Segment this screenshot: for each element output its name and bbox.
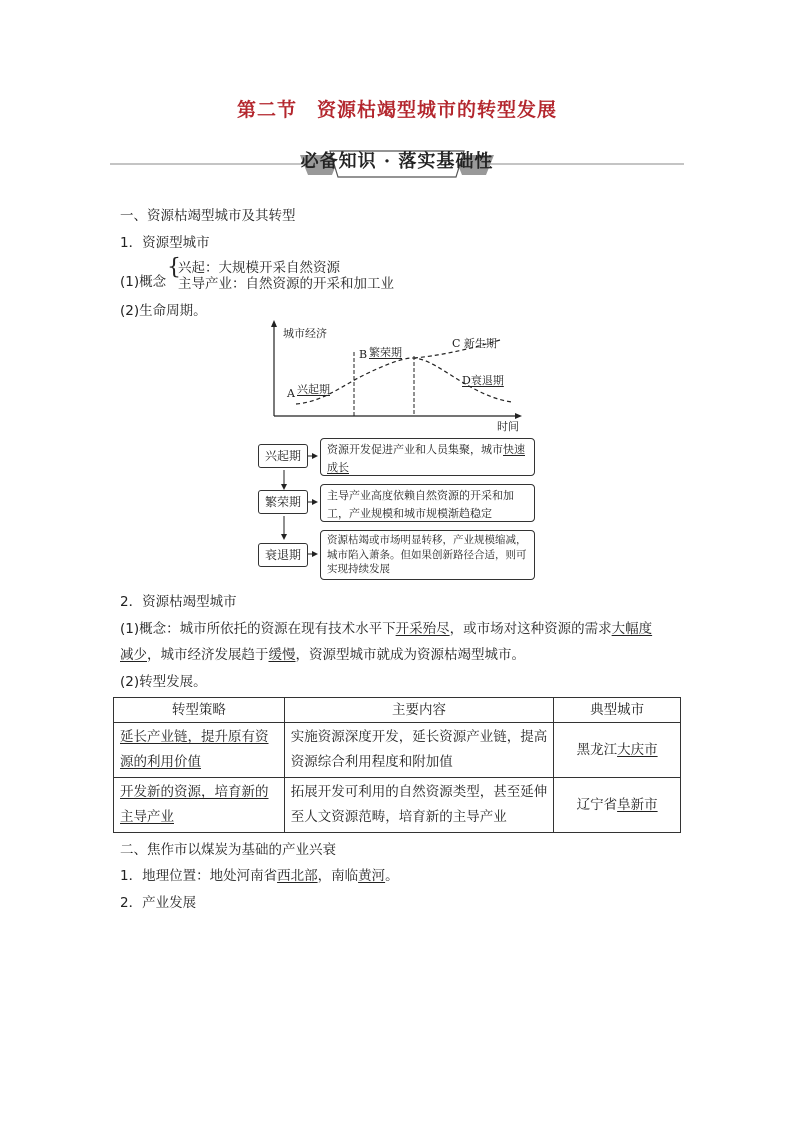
chart-label-a-text: 兴起期 xyxy=(297,383,330,396)
def-underline-reduce: 减少 xyxy=(120,647,147,663)
stage-rise-desc xyxy=(320,438,535,476)
chart-ylabel: 城市经济 xyxy=(283,327,327,340)
concept-rise: 兴起：大规模开采自然资源 xyxy=(178,260,340,276)
stage-decline: 衰退期 xyxy=(258,543,308,567)
stage-prosper-desc: 主导产业高度依赖自然资源的开采和加工，产业规模和城市规模渐趋稳定 xyxy=(320,484,535,522)
table-cell-city xyxy=(554,723,681,778)
def-underline-exhausted: 开采殆尽 xyxy=(395,621,450,637)
table-cell-content: 实施资源深度开发，延长资源产业链，提高资源综合利用程度和附加值 xyxy=(284,723,554,778)
def-text-d: ，资源型城市就成为资源枯竭型城市。 xyxy=(295,647,525,663)
transform-table xyxy=(113,697,681,833)
transform-label: (2)转型发展。 xyxy=(120,674,207,690)
chart-label-a: A xyxy=(287,387,295,400)
loc-text-b: ，南临 xyxy=(317,868,359,884)
loc-text-c: 。 xyxy=(385,868,399,884)
def-text-c: ，城市经济发展趋于 xyxy=(147,647,269,663)
chart-label-b: B xyxy=(359,348,368,361)
subheading-resource-city: 1．资源型城市 xyxy=(120,235,210,251)
chart-label-d: D衰退期 xyxy=(462,374,504,387)
def-text-b: ，或市场对这种资源的需求 xyxy=(449,621,612,637)
lifecycle-label: (2)生命周期。 xyxy=(120,303,207,319)
table-header: 典型城市 xyxy=(554,698,681,723)
loc-text-a: 1．地理位置：地处河南省 xyxy=(120,868,278,884)
def-text-a: (1)概念：城市所依托的资源在现有技术水平下 xyxy=(120,621,396,637)
table-header-row xyxy=(114,698,681,723)
brace-icon: { xyxy=(167,255,181,280)
stage-rise-desc-text: 资源开发促进产业和人员集聚，城市快速成长 xyxy=(327,443,525,474)
loc-underline-yellow-river: 黄河 xyxy=(358,868,386,884)
chart-label-c: C 新生期 xyxy=(452,337,497,350)
table-header: 主要内容 xyxy=(284,698,554,723)
definition-line-1 xyxy=(120,617,652,637)
chart-xlabel: 时间 xyxy=(497,420,519,433)
table-header: 转型策略 xyxy=(114,698,285,723)
concept-label: (1)概念 xyxy=(120,274,167,290)
definition-line-2 xyxy=(120,643,525,663)
section2-heading: 二、焦作市以煤炭为基础的产业兴衰 xyxy=(120,842,336,858)
city-province: 黑龙江 xyxy=(576,741,618,758)
table-cell-city xyxy=(554,778,681,833)
section1-heading: 一、资源枯竭型城市及其转型 xyxy=(120,208,296,224)
table-cell-strategy: 延长产业链，提升原有资源的利用价值 xyxy=(114,723,285,778)
table-row xyxy=(114,778,681,833)
section-banner-text: 必备知识 · 落实基础性 xyxy=(300,151,494,172)
page-title: 第二节 资源枯竭型城市的转型发展 xyxy=(236,99,557,121)
table-row xyxy=(114,723,681,778)
stage-decline-desc: 资源枯竭或市场明显转移，产业规模缩减，城市陷入萧条。但如果创新路径合适，则可实现持续发展 xyxy=(320,530,535,580)
y-axis-arrow xyxy=(271,320,277,327)
table-cell-strategy: 开发新的资源，培育新的主导产业 xyxy=(114,778,285,833)
subheading-depleted-city: 2．资源枯竭型城市 xyxy=(120,594,237,610)
chart-label-b-text: 繁荣期 xyxy=(369,346,402,359)
table-cell-content: 拓展开发可利用的自然资源类型，甚至延伸至人文资源范畴，培育新的主导产业 xyxy=(284,778,554,833)
industry-development: 2．产业发展 xyxy=(120,895,197,911)
def-underline-greatly: 大幅度 xyxy=(611,621,653,637)
stage-desc-underline: 快速成长 xyxy=(327,443,525,474)
def-underline-slow: 缓慢 xyxy=(268,647,296,663)
city-name: 阜新市 xyxy=(617,796,658,813)
location-line xyxy=(120,864,399,884)
stage-prosper: 繁荣期 xyxy=(258,490,308,514)
stage-rise: 兴起期 xyxy=(258,444,308,468)
concept-industry: 主导产业：自然资源的开采和加工业 xyxy=(178,276,394,292)
loc-underline-northwest: 西北部 xyxy=(277,868,318,884)
city-name: 大庆市 xyxy=(617,741,658,758)
city-province: 辽宁省 xyxy=(576,796,618,813)
